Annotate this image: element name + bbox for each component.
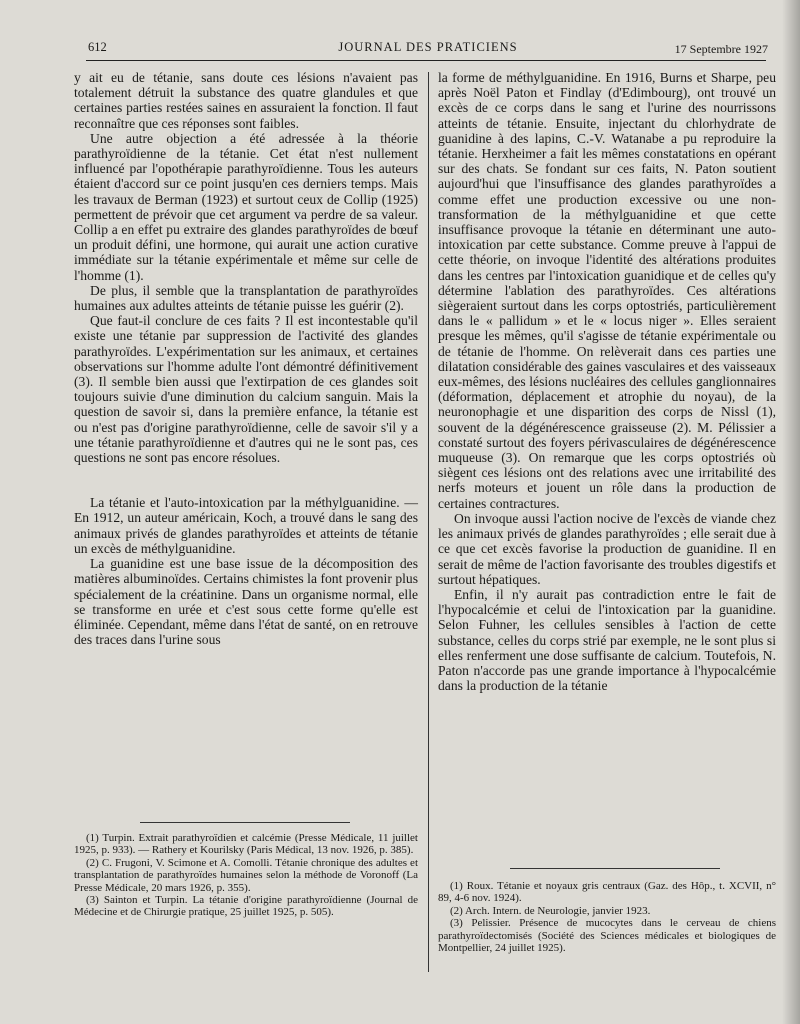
paragraph: De plus, il semble que la transplantation de parathyroïdes humaines aux adultes atteints de tétanie puisse les guérir (2). [74,282,418,314]
paragraph: Enfin, il n'y aurait pas contradiction entre le fait de l'hypocalcémie et celui de l'intoxication par la guanidine. Selon Fuhner, les cellules sensibles à l'action de cette substance, celles du corps strié par exemple, ne le sont plus si elles renferment une dose suffisante de calcium. Toutefois, N. Paton n'accorde pas une grande importance à l'hypocalcémie dans la production de la tétanie [438,586,776,694]
paragraph: On invoque aussi l'action nocive de l'excès de viande chez les animaux privés de glandes parathyroïdes ; elle serait due à ce que cet excès favorise la production de guanidine. Il en serait de même de l'action favorisante des troubles digestifs et surtout hépatiques. [438,510,776,587]
column-divider [428,72,429,972]
issue-date: 17 Septembre 1927 [674,42,768,56]
section-paragraph: La tétanie et l'auto-intoxication par la méthylguanidine. — En 1912, un auteur américain, Koch, a trouvé dans le sang des animaux privés de glandes parathyroïdes et atteints de tétanie un excès de méthylguanidine. [74,495,418,556]
paragraph: La guanidine est une base issue de la décomposition des matières albuminoïdes. Certains chimistes la font provenir plus spécialement de la créatinine. Dans un organisme normal, elle se transforme en urée et c'est sous cette forme qu'elle est éliminée. Cependant, même dans l'état de santé, on en retrouve des traces dans l'urine sous [74,556,418,648]
paragraph: y ait eu de tétanie, sans doute ces lésions n'avaient pas totalement détruit la substance des quatre glandules et que certaines parties restées saines en assuraient la fonction. Il faut reconnaître que ces réponses sont faibles. [74,70,418,131]
footnote: (2) Arch. Intern. de Neurologie, janvier 1923. [450,904,651,917]
footnote: (3) Pelissier. Présence de mucocytes dans le cerveau de chiens parathyroïdectomisés (Société des Sciences médicales et biologiques de Montpellier, 24 juillet 1925). [438,917,776,955]
footnote: (2) C. Frugoni, V. Scimone et A. Comolli. Tétanie chronique des adultes et transplantation de parathyroïdes humaines selon la méthode de Voronoff (La Presse Médicale, 20 mars 1926, p. 355). [74,856,418,894]
page-edge-shadow [782,0,800,1024]
left-footnotes [74,832,418,919]
right-column [438,70,776,693]
paragraph: la forme de méthylguanidine. En 1916, Burns et Sharpe, peu après Noël Paton et Findlay (d'Edimbourg), ont trouvé un excès de ce corps dans le sang et l'urine des nourrissons atteints de tétanie. Ensuite, injectant du chlorhydrate de guanidine à des lapins, C.-V. Watanabe a pu reproduire la tétanie. Herxheimer a fait les mêmes constatations en opérant sur des chats. Se fondant sur ces faits, N. Paton soutient aujourd'hui que l'insuffisance des glandes parathyroïdes a comme effet une production excessive ou une non-transformation de la méthylguanidine et que cette insuffisance provoque la tétanie en déterminant une auto-intoxication par cette substance. Comme preuve à l'appui de cette théorie, on invoque l'identité des altérations produites dans les centres par l'intoxication guanidique et de celles qu'y détermine l'ablation des parathyroïdes. Ces altérations siègeraient surtout dans les corps optostriés, particulièrement dans le « pallidum » et le « locus niger ». Elles seraient presque les mêmes, qu'il s'agisse de tétanie expérimentale ou de tétanie de l'homme. On relèverait dans ces parties une dilatation considérable des gaines vasculaires et des vaisseaux eux-mêmes, des lésions nucléaires des cellules ganglionnaires (déformation, déplacement et atrophie du noyau), de la neuronophagie et une disparition des corps de Nissl (1), souvent de la dégénérescence graisseuse (2). M. Pélissier a constaté surtout des foyers périvasculaires de dégénérescence muqueuse (3). On remarque que les corps optostriés où siègent ces lésions ont des relations avec une irritabilité des nerfs moteurs et jouent un rôle dans la production de certaines contractures. [438,70,776,511]
footnote-rule-left [140,822,350,823]
right-footnotes [438,880,776,954]
journal-title: JOURNAL DES PRATICIENS [338,40,518,54]
paragraph: Que faut-il conclure de ces faits ? Il est incontestable qu'il existe une tétanie par suppression de l'activité des glandes parathyroïdes. L'expérimentation sur les animaux, et certaines observations sur l'homme adulte l'ont démontré définitivement (3). Il semble bien aussi que l'extirpation de ces glandes soit toujours suivie d'une diminution du calcium sanguin. Mais la question de savoir si, dans la première enfance, la tétanie est ou n'est pas d'origine parathyroïdienne, celle de savoir s'il y a une tétanie parathyroïdienne et d'autres qui ne le sont pas, ces questions ne sont pas encore résolues. [74,313,418,466]
footnote: (1) Turpin. Extrait parathyroïdien et calcémie (Presse Médicale, 11 juillet 1925, p. 933). — Rathery et Kourilsky (Paris Médical, 13 nov. 1926, p. 385). [74,832,418,857]
header-rule [86,60,766,61]
footnote: (3) Sainton et Turpin. La tétanie d'origine parathyroïdienne (Journal de Médecine et de Chirurgie pratique, 25 juillet 1925, p. 505). [74,894,418,919]
paragraph: Une autre objection a été adressée à la théorie parathyroïdienne de la tétanie. Cet état n'est nullement influencé par l'opothérapie parathyroïdienne. Tous les auteurs étaient d'accord sur ce point jusqu'en ces derniers temps. Mais les travaux de Berman (1923) et surtout ceux de Collip (1925) permettent de prévoir que cet argument va perdre de sa valeur. Collip a en effet pu extraire des glandes parathyroïdes de bœuf un produit défini, une hormone, qui aurait une action curative immédiate sur la tétanie expérimentale et même sur celle de l'homme (1). [74,130,418,283]
footnote: (1) Roux. Tétanie et noyaux gris centraux (Gaz. des Hôp., t. XCVII, n° 89, 4-6 nov. 1924). [438,880,776,905]
page-number: 612 [88,40,107,54]
left-column [74,70,418,647]
footnote-rule-right [510,868,720,869]
running-header [88,40,768,58]
